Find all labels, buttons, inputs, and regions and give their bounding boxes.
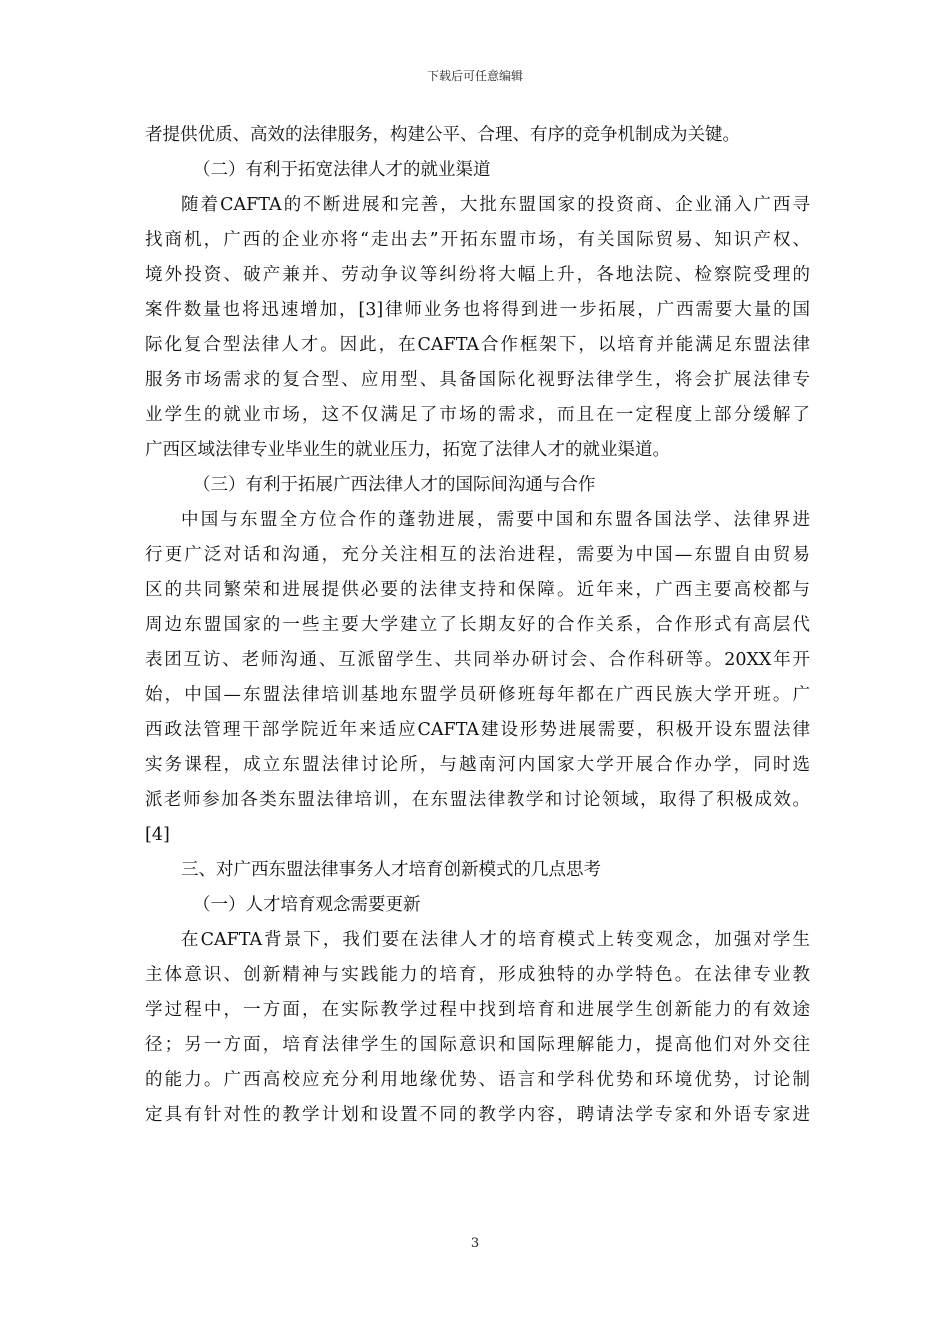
text-line: 境外投资、破产兼并、劳动争议等纠纷将大幅上升，各地法院、检察院受理的 xyxy=(145,265,810,285)
text-line: 主体意识、创新精神与实践能力的培育，形成独特的办学特色。在法律专业教 xyxy=(145,965,810,985)
text-line: （一）人才培育观念需要更新 xyxy=(193,895,421,915)
text-line: 中国与东盟全方位合作的蓬勃进展，需要中国和东盟各国法学、法律界进 xyxy=(181,510,810,530)
page-header: 下载后可任意编辑 xyxy=(426,69,523,83)
text-line: 案件数量也将迅速增加，[3]律师业务也将得到进一步拓展，广西需要大量的国 xyxy=(145,300,810,320)
text-line: 径；另一方面，培育法律学生的国际意识和国际理解能力，提高他们对外交往 xyxy=(145,1035,810,1055)
text-line: 业学生的就业市场，这不仅满足了市场的需求，而且在一定程度上部分缓解了 xyxy=(145,405,810,425)
text-line: 表团互访、老师沟通、互派留学生、共同举办研讨会、合作科研等。20XX年开 xyxy=(145,650,810,670)
text-line: 三、对广西东盟法律事务人才培育创新模式的几点思考 xyxy=(181,860,601,880)
text-line: 在CAFTA背景下，我们要在法律人才的培育模式上转变观念，加强对学生 xyxy=(181,930,810,950)
text-line: 学过程中，一方面，在实际教学过程中找到培育和进展学生创新能力的有效途 xyxy=(145,1000,810,1020)
text-line: （二）有利于拓宽法律人才的就业渠道 xyxy=(193,160,491,180)
text-line: [4] xyxy=(145,825,170,845)
text-line: （三）有利于拓展广西法律人才的国际间沟通与合作 xyxy=(193,475,596,495)
text-line: 西政法管理干部学院近年来适应CAFTA建设形势进展需要，积极开设东盟法律 xyxy=(145,720,810,740)
document-body xyxy=(145,120,810,1135)
text-line: 定具有针对性的教学计划和设置不同的教学内容，聘请法学专家和外语专家进 xyxy=(145,1105,810,1125)
text-line: 者提供优质、高效的法律服务，构建公平、合理、有序的竞争机制成为关键。 xyxy=(145,125,740,145)
text-line: 区的共同繁荣和进展提供必要的法律支持和保障。近年来，广西主要高校都与 xyxy=(145,580,810,600)
text-line: 随着CAFTA的不断进展和完善，大批东盟国家的投资商、企业涌入广西寻 xyxy=(181,195,810,215)
text-line: 实务课程，成立东盟法律讨论所，与越南河内国家大学开展合作办学，同时选 xyxy=(145,755,810,775)
text-line: 派老师参加各类东盟法律培训，在东盟法律教学和讨论领域，取得了积极成效。 xyxy=(145,790,810,810)
text-line: 际化复合型法律人才。因此，在CAFTA合作框架下，以培育并能满足东盟法律 xyxy=(145,335,810,355)
text-line: 找商机，广西的企业亦将“走出去”开拓东盟市场，有关国际贸易、知识产权、 xyxy=(145,230,810,250)
text-line: 广西区域法律专业毕业生的就业压力，拓宽了法律人才的就业渠道。 xyxy=(145,440,670,460)
text-line: 行更广泛对话和沟通，充分关注相互的法治进程，需要为中国—东盟自由贸易 xyxy=(145,545,810,565)
text-line: 的能力。广西高校应充分利用地缘优势、语言和学科优势和环境优势，讨论制 xyxy=(145,1070,810,1090)
page-number: 3 xyxy=(470,1236,480,1251)
text-line: 始，中国—东盟法律培训基地东盟学员研修班每年都在广西民族大学开班。广 xyxy=(145,685,810,705)
text-line: 周边东盟国家的一些主要大学建立了长期友好的合作关系，合作形式有高层代 xyxy=(145,615,810,635)
text-line: 服务市场需求的复合型、应用型、具备国际化视野法律学生，将会扩展法律专 xyxy=(145,370,810,390)
